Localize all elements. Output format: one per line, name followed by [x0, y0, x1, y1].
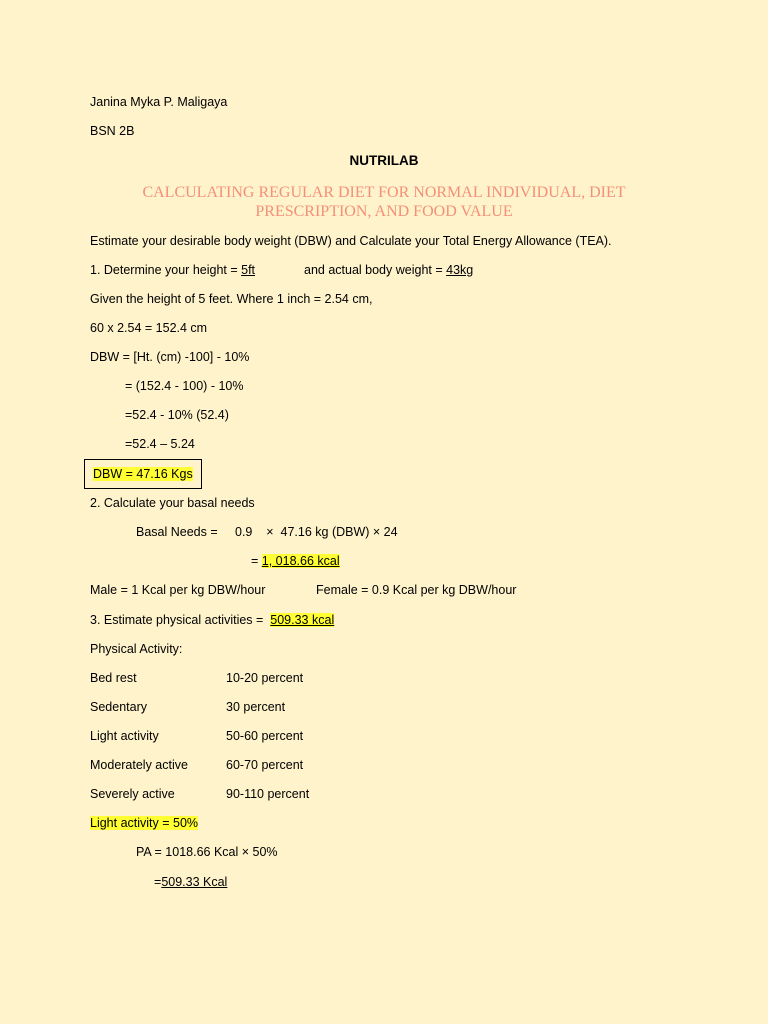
male-rate: Male = 1 Kcal per kg DBW/hour [90, 583, 266, 597]
basal-eq: = [251, 554, 262, 568]
dbw-step-1: = (152.4 - 100) - 10% [125, 379, 244, 393]
basal-formula: Basal Needs = 0.9 × 47.16 kg (DBW) × 24 [136, 525, 398, 539]
chosen-activity-text: Light activity = 50% [90, 816, 199, 830]
basal-result-line [251, 553, 340, 569]
activity-name: Sedentary [90, 700, 147, 714]
pa-eq: = [154, 875, 162, 889]
step2-label: 2. Calculate your basal needs [90, 496, 255, 510]
activity-percent: 10-20 percent [226, 671, 304, 685]
weight-label: and actual body weight = [304, 263, 447, 277]
pa-result: 509.33 Kcal [161, 875, 228, 889]
step3-value: 509.33 kcal [270, 613, 335, 627]
dbw-result: DBW = 47.16 Kgs [93, 467, 193, 481]
lab-title: NUTRILAB [349, 153, 419, 168]
pa-result-line [154, 874, 227, 890]
activity-percent: 50-60 percent [226, 729, 304, 743]
activity-name: Bed rest [90, 671, 137, 685]
dbw-formula: DBW = [Ht. (cm) -100] - 10% [90, 350, 250, 364]
physical-activity-label: Physical Activity: [90, 642, 183, 656]
activity-percent: 30 percent [226, 700, 286, 714]
step1-label: 1. Determine your height = [90, 263, 242, 277]
basal-result: 1, 018.66 kcal [261, 554, 340, 568]
dbw-result-box [84, 459, 202, 489]
weight-value: 43kg [446, 263, 474, 277]
step1-line [90, 262, 255, 278]
dbw-step-2: =52.4 - 10% (52.4) [125, 408, 229, 422]
activity-name: Light activity [90, 729, 159, 743]
step3-line [90, 612, 334, 628]
pa-calc: PA = 1018.66 Kcal × 50% [136, 845, 278, 859]
author-name: Janina Myka P. Maligaya [90, 95, 228, 109]
intro-text: Estimate your desirable body weight (DBW) and Calculate your Total Energy Allowance (TEA). [90, 234, 612, 248]
weight-line [304, 262, 473, 278]
chosen-activity [90, 815, 198, 831]
document-title-line-1: CALCULATING REGULAR DIET FOR NORMAL INDIVIDUAL, DIET [142, 184, 626, 201]
activity-name: Severely active [90, 787, 175, 801]
given-text: Given the height of 5 feet. Where 1 inch = 2.54 cm, [90, 292, 373, 306]
document-title-line-2: PRESCRIPTION, AND FOOD VALUE [255, 203, 513, 220]
step3-label: 3. Estimate physical activities = [90, 613, 271, 627]
height-calc: 60 x 2.54 = 152.4 cm [90, 321, 208, 335]
female-rate: Female = 0.9 Kcal per kg DBW/hour [316, 583, 517, 597]
section-label: BSN 2B [90, 124, 135, 138]
dbw-step-3: =52.4 – 5.24 [125, 437, 195, 451]
activity-percent: 60-70 percent [226, 758, 304, 772]
activity-percent: 90-110 percent [226, 787, 310, 801]
height-value: 5ft [241, 263, 256, 277]
activity-name: Moderately active [90, 758, 188, 772]
